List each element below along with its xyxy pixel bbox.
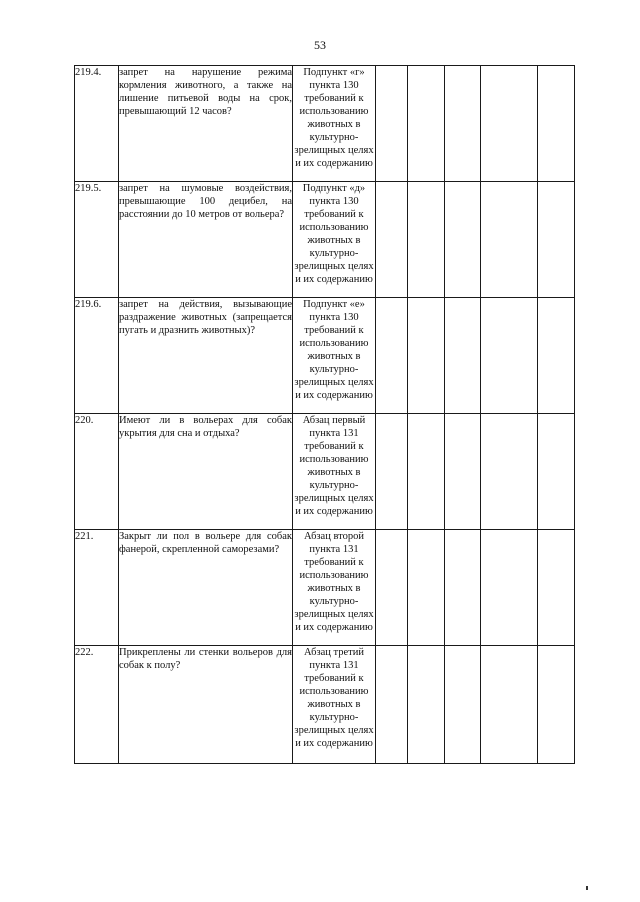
reference-cell [293, 646, 376, 764]
reference-text: Абзац первый пункта 131 требований к использованию животных в культурно-зрелищных целях и их содержанию [294, 415, 374, 517]
note-cell[interactable] [538, 298, 575, 414]
answer-no-cell[interactable] [408, 298, 445, 414]
answer-yes-cell[interactable] [376, 414, 408, 530]
reference-text: Подпункт «е» пункта 130 требований к использованию животных в культурно-зрелищных целях и их содержанию [294, 299, 374, 401]
reference-cell [293, 182, 376, 298]
question-cell [119, 182, 293, 298]
question-text: запрет на шумовые воздействия, превышающие 100 децибел, на расстоянии до 10 метров от вольера? [119, 183, 292, 220]
row-number: 219.6. [75, 298, 119, 414]
scan-speck [586, 886, 588, 890]
reference-text: Абзац второй пункта 131 требований к использованию животных в культурно-зрелищных целях и их содержанию [294, 531, 374, 633]
answer-na-cell[interactable] [445, 646, 481, 764]
answer-no-cell[interactable] [408, 414, 445, 530]
question-cell [119, 66, 293, 182]
row-number: 219.5. [75, 182, 119, 298]
comment-cell[interactable] [481, 530, 538, 646]
answer-yes-cell[interactable] [376, 66, 408, 182]
note-cell[interactable] [538, 530, 575, 646]
answer-na-cell[interactable] [445, 414, 481, 530]
answer-no-cell[interactable] [408, 530, 445, 646]
table-row [75, 646, 575, 764]
question-text: Прикреплены ли стенки вольеров для собак к полу? [119, 647, 292, 671]
page-number: 53 [314, 38, 326, 52]
reference-cell [293, 530, 376, 646]
note-cell[interactable] [538, 66, 575, 182]
row-number: 222. [75, 646, 119, 764]
reference-text: Подпункт «д» пункта 130 требований к использованию животных в культурно-зрелищных целях и их содержанию [294, 183, 374, 285]
question-cell [119, 530, 293, 646]
answer-no-cell[interactable] [408, 182, 445, 298]
reference-cell [293, 66, 376, 182]
comment-cell[interactable] [481, 646, 538, 764]
note-cell[interactable] [538, 182, 575, 298]
answer-no-cell[interactable] [408, 66, 445, 182]
comment-cell[interactable] [481, 298, 538, 414]
table-row [75, 414, 575, 530]
row-number: 220. [75, 414, 119, 530]
table-row [75, 530, 575, 646]
question-cell [119, 646, 293, 764]
question-text: Имеют ли в вольерах для собак укрытия для сна и отдыха? [119, 415, 292, 439]
comment-cell[interactable] [481, 414, 538, 530]
question-text: Закрыт ли пол в вольере для собак фанерой, скрепленной саморезами? [119, 531, 292, 555]
row-number: 219.4. [75, 66, 119, 182]
question-cell [119, 298, 293, 414]
comment-cell[interactable] [481, 182, 538, 298]
reference-cell [293, 414, 376, 530]
table-row [75, 298, 575, 414]
reference-text: Подпункт «г» пункта 130 требований к использованию животных в культурно-зрелищных целях и их содержанию [294, 67, 374, 169]
answer-yes-cell[interactable] [376, 530, 408, 646]
question-text: запрет на нарушение режима кормления животного, а также на лишение питьевой воды на срок, превышающий 12 часов? [119, 67, 292, 117]
reference-text: Абзац третий пункта 131 требований к использованию животных в культурно-зрелищных целях и их содержанию [294, 647, 374, 749]
question-cell [119, 414, 293, 530]
answer-na-cell[interactable] [445, 182, 481, 298]
question-text: запрет на действия, вызывающие раздражение животных (запрещается пугать и дразнить животных)? [119, 299, 292, 336]
answer-no-cell[interactable] [408, 646, 445, 764]
answer-yes-cell[interactable] [376, 646, 408, 764]
comment-cell[interactable] [481, 66, 538, 182]
answer-yes-cell[interactable] [376, 182, 408, 298]
answer-na-cell[interactable] [445, 298, 481, 414]
table-row [75, 182, 575, 298]
answer-na-cell[interactable] [445, 66, 481, 182]
answer-yes-cell[interactable] [376, 298, 408, 414]
table-row [75, 66, 575, 182]
answer-na-cell[interactable] [445, 530, 481, 646]
row-number: 221. [75, 530, 119, 646]
note-cell[interactable] [538, 414, 575, 530]
note-cell[interactable] [538, 646, 575, 764]
checklist-table [74, 65, 575, 764]
reference-cell [293, 298, 376, 414]
